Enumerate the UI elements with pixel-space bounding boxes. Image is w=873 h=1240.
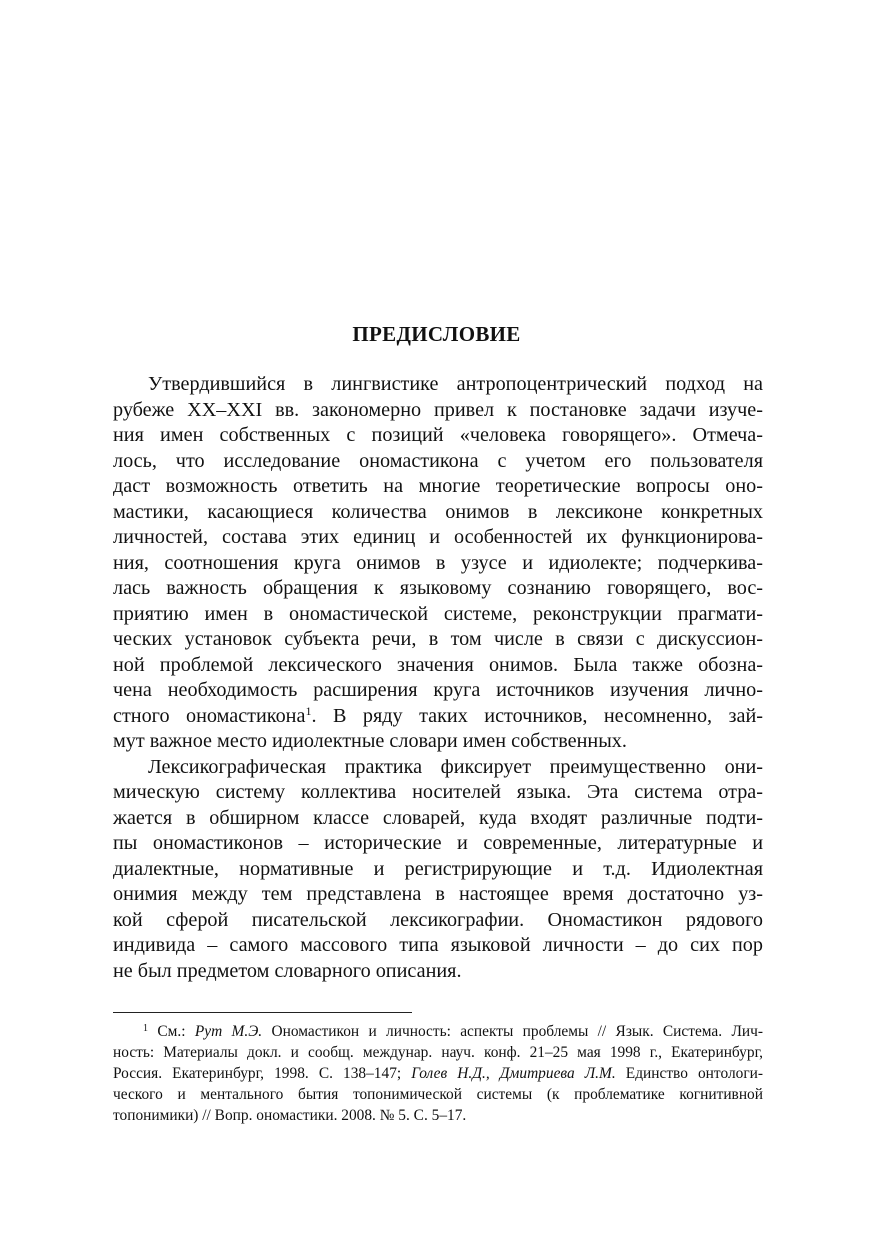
text-fragment: См.: xyxy=(157,1023,195,1040)
paragraph-1 xyxy=(113,372,763,755)
footnote-author: Голев Н.Д., Дмитриева Л.М. xyxy=(411,1065,616,1082)
footnote-mark: 1 xyxy=(143,1023,148,1034)
text-line: ной проблемой лексического значения онимов. Была также обозна- xyxy=(113,653,763,676)
text-line: диалектные, нормативные и регистрирующие и т.д. Идиолектная xyxy=(113,857,763,880)
text-fragment: стного ономастикона xyxy=(113,704,306,727)
text-line: приятию имен в ономастической системе, реконструкции прагмати- xyxy=(113,602,763,625)
text-line: даст возможность ответить на многие теоретические вопросы оно- xyxy=(113,475,763,497)
text-fragment: . В ряду таких источников, несомненно, зай- xyxy=(311,704,764,727)
text-line: лась важность обращения к языковому сознанию говорящего, вос- xyxy=(113,577,763,599)
preface-heading: ПРЕДИСЛОВИЕ xyxy=(352,322,521,346)
text-line: мастики, касающиеся количества онимов в лексиконе конкретных xyxy=(113,500,763,523)
footnote-line: топонимики) // Вопр. ономастики. 2008. № 5. С. 5–17. xyxy=(113,1107,467,1124)
text-line: Лексикографическая практика фиксирует преимущественно они- xyxy=(148,755,763,778)
text-line: индивида – самого массового типа языковой личности – до сих пор xyxy=(113,934,763,956)
text-line: ческих установок субъекта речи, в том числе в связи с дискуссион- xyxy=(113,628,763,650)
text-line: рубеже XX–XXI вв. закономерно привел к постановке задачи изуче- xyxy=(113,398,763,421)
preface-body xyxy=(113,372,763,984)
footnote-divider xyxy=(113,1012,412,1013)
text-fragment: Россия. Екатеринбург, 1998. С. 138–147; xyxy=(113,1065,412,1082)
text-fragment: Единство онтологи- xyxy=(615,1065,763,1082)
footnote-line xyxy=(113,1063,763,1084)
text-line: ния имен собственных с позиций «человека говорящего». Отмеча- xyxy=(113,424,763,446)
footnote-author: Рут М.Э. xyxy=(194,1023,263,1040)
text-line: не был предметом словарного описания. xyxy=(113,959,462,982)
text-line: жается в обширном классе словарей, куда входят различные подти- xyxy=(113,806,763,829)
footnote-line: ческого и ментального бытия топонимической системы (к проблематике когнитивной xyxy=(113,1086,763,1103)
text-line: мут важное место идиолектные словари имен собственных. xyxy=(113,730,627,752)
text-line: лось, что исследование ономастикона с учетом его пользователя xyxy=(113,449,763,472)
footnote-line: ность: Материалы докл. и сообщ. междунар. науч. конф. 21–25 мая 1998 г., Екатеринбург, xyxy=(113,1044,763,1061)
text-line: Утвердившийся в лингвистике антропоцентрический подход на xyxy=(148,373,763,395)
paragraph-2 xyxy=(113,755,763,985)
text-line: чена необходимость расширения круга источников изучения лично- xyxy=(113,679,763,701)
footnote xyxy=(113,1021,763,1126)
text-line: мическую систему коллектива носителей языка. Эта система отра- xyxy=(113,781,763,803)
footnote-reference[interactable]: 1 xyxy=(305,703,312,718)
text-fragment: Ономастикон и личность: аспекты проблемы // Язык. Система. Лич- xyxy=(262,1023,763,1040)
text-line: личностей, состава этих единиц и особенностей их функционирова- xyxy=(113,526,763,548)
footnote-line xyxy=(113,1021,763,1042)
text-line: кой сферой писательской лексикографии. Ономастикон рядового xyxy=(113,908,763,931)
text-line: ния, соотношения круга онимов в узусе и идиолекте; подчеркива- xyxy=(113,551,763,574)
text-line: онимия между тем представлена в настоящее время достаточно уз- xyxy=(113,883,763,905)
text-line: пы ономастиконов – исторические и современные, литературные и xyxy=(113,832,763,854)
text-line-with-footnote-ref xyxy=(113,704,763,730)
